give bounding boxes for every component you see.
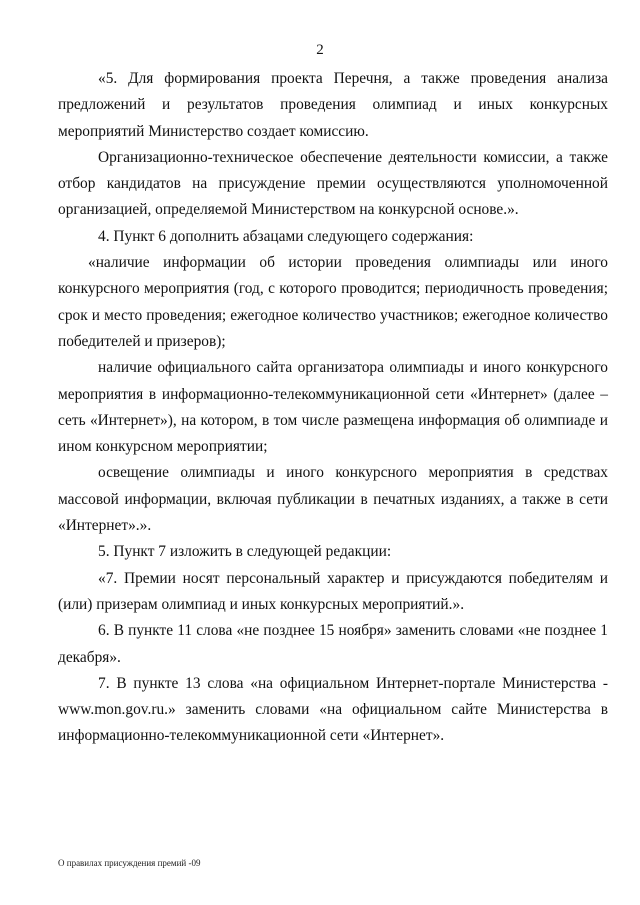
page-number: 2 — [316, 42, 324, 58]
document-body — [58, 66, 608, 750]
paragraph-point-11: 6. В пункте 11 слова «не позднее 15 ноября» заменить словами «не позднее 1 декабря». — [58, 622, 608, 666]
paragraph-point-6-intro: 4. Пункт 6 дополнить абзацами следующего содержания: — [98, 227, 474, 245]
paragraph-point-13: 7. В пункте 13 слова «на официальном Интернет-портале Министерства - www.mon.gov.ru.» заменить словами «на официальном сайте Министерства в информационно-телекоммуникационной сети «Интернет». — [58, 674, 608, 745]
paragraph-point-7-text: «7. Премии носят персональный характер и присуждаются победителям и (или) призерам олимпиад и иных конкурсных мероприятий.». — [58, 569, 608, 613]
paragraph-official-site: наличие официального сайта организатора олимпиады и иного конкурсного мероприятия в информационно-телекоммуникационной сети «Интернет» (далее – сеть «Интернет»), на котором, в том числе размещена информация об олимпиаде и ином конкурсном мероприятии; — [58, 359, 608, 456]
footer-note: О правилах присуждения премий -09 — [58, 858, 201, 868]
paragraph-commission: «5. Для формирования проекта Перечня, а также проведения анализа предложений и результатов проведения олимпиад и иных конкурсных мероприятий Министерство создает комиссию. — [58, 70, 608, 140]
paragraph-olympiad-history: «наличие информации об истории проведения олимпиады или иного конкурсного мероприятия (год, с которого проводится; периодичность проведения; срок и место проведения; ежегодное количество участников; ежегодное количество победителей и призеров); — [58, 254, 608, 350]
paragraph-media-coverage: освещение олимпиады и иного конкурсного мероприятия в средствах массовой информации, включая публикации в печатных изданиях, а также в сети «Интернет».». — [58, 464, 608, 535]
paragraph-point-7-intro: 5. Пункт 7 изложить в следующей редакции: — [98, 543, 392, 561]
paragraph-organizational-support: Организационно-техническое обеспечение деятельности комиссии, а также отбор кандидатов на присуждение премии осуществляются уполномоченной организацией, определяемой Министерством на конкурсной основе.». — [58, 148, 608, 219]
